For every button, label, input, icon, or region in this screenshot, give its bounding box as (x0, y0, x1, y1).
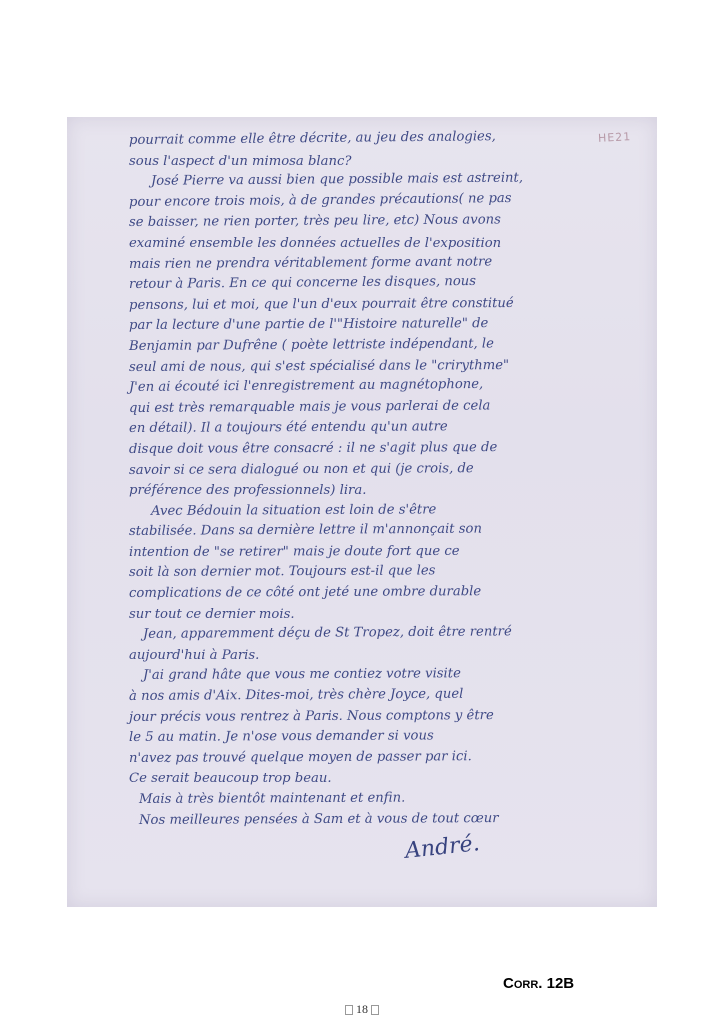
footer-box-right (371, 1005, 379, 1015)
letter-line: seul ami de nous, qui s'est spécialisé dans le "crirythme" (128, 357, 510, 375)
letter-line: jour précis vous rentrez à Paris. Nous comptons y être (128, 707, 494, 725)
letter-line: complications de ce côté ont jeté une ombre durable (128, 584, 482, 602)
letter-line: pensons, lui et moi, que l'un d'eux pourrait être constitué (128, 295, 514, 313)
letter-line: pour encore trois mois, à de grandes précautions( ne pas (128, 190, 512, 210)
document-code: Corr. 12B (503, 975, 575, 992)
letter-scan (67, 117, 657, 907)
letter-line: à nos amis d'Aix. Dites-moi, très chère Joyce, quel (128, 686, 464, 705)
letter-line: préférence des professionnels) lira. (129, 483, 367, 499)
letter-line: disque doit vous être consacré : il ne s'agit plus que de (128, 439, 498, 457)
letter-line: retour à Paris. En ce qui concerne les disques, nous (128, 274, 477, 293)
letter-line: J'ai grand hâte que vous me contiez votre visite (142, 666, 461, 684)
letter-line: José Pierre va aussi bien que possible mais est astreint, (150, 170, 524, 189)
letter-line: n'avez pas trouvé quelque moyen de passer par ici. (128, 749, 472, 766)
letter-line: se baisser, ne rien porter, très peu lire, etc) Nous avons (128, 212, 501, 231)
letter-line: en détail). Il a toujours été entendu qu'un autre (128, 419, 448, 437)
footer-box-left (345, 1005, 353, 1015)
letter-line: Jean, apparemment déçu de St Tropez, doit être rentré (142, 624, 512, 643)
letter-line: J'en ai écouté ici l'enregistrement au magnétophone, (128, 377, 484, 396)
letter-line: Avec Bédouin la situation est loin de s'être (150, 502, 437, 519)
signature: André. (403, 831, 481, 864)
letter-line: par la lecture d'une partie de l'"Histoire naturelle" de (128, 316, 489, 334)
letter-line: soit là son dernier mot. Toujours est-il que les (128, 563, 436, 581)
letter-line: sur tout ce dernier mois. (129, 606, 295, 622)
letter-line: Nos meilleures pensées à Sam et à vous de tout cœur (138, 810, 499, 828)
letter-line: le 5 au matin. Je n'ose vous demander si vous (128, 728, 434, 746)
letter-line: mais rien ne prendra véritablement forme avant notre (128, 254, 493, 272)
letter-line: qui est très remarquable mais je vous parlerai de cela (128, 398, 491, 416)
page-footer (342, 1002, 382, 1017)
letter-line: pourrait comme elle être décrite, au jeu des analogies, (128, 129, 496, 148)
letter-line: sous l'aspect d'un mimosa blanc? (129, 153, 352, 169)
letter-line: Mais à très bientôt maintenant et enfin. (138, 790, 406, 807)
letter-line: intention de "se retirer" mais je doute fort que ce (128, 543, 460, 560)
archive-mark: HE21 (597, 130, 632, 145)
letter-line: aujourd'hui à Paris. (129, 647, 260, 663)
page-number: 18 (356, 1002, 368, 1016)
letter-line: examiné ensemble les données actuelles de l'exposition (129, 235, 502, 251)
letter-line: Ce serait beaucoup trop beau. (129, 771, 332, 787)
letter-line: savoir si ce sera dialogué ou non et qui (je crois, de (128, 460, 474, 478)
letter-line: Benjamin par Dufrêne ( poète lettriste indépendant, le (128, 336, 494, 354)
letter-body (129, 131, 649, 831)
letter-line: stabilisée. Dans sa dernière lettre il m'annonçait son (128, 521, 483, 540)
